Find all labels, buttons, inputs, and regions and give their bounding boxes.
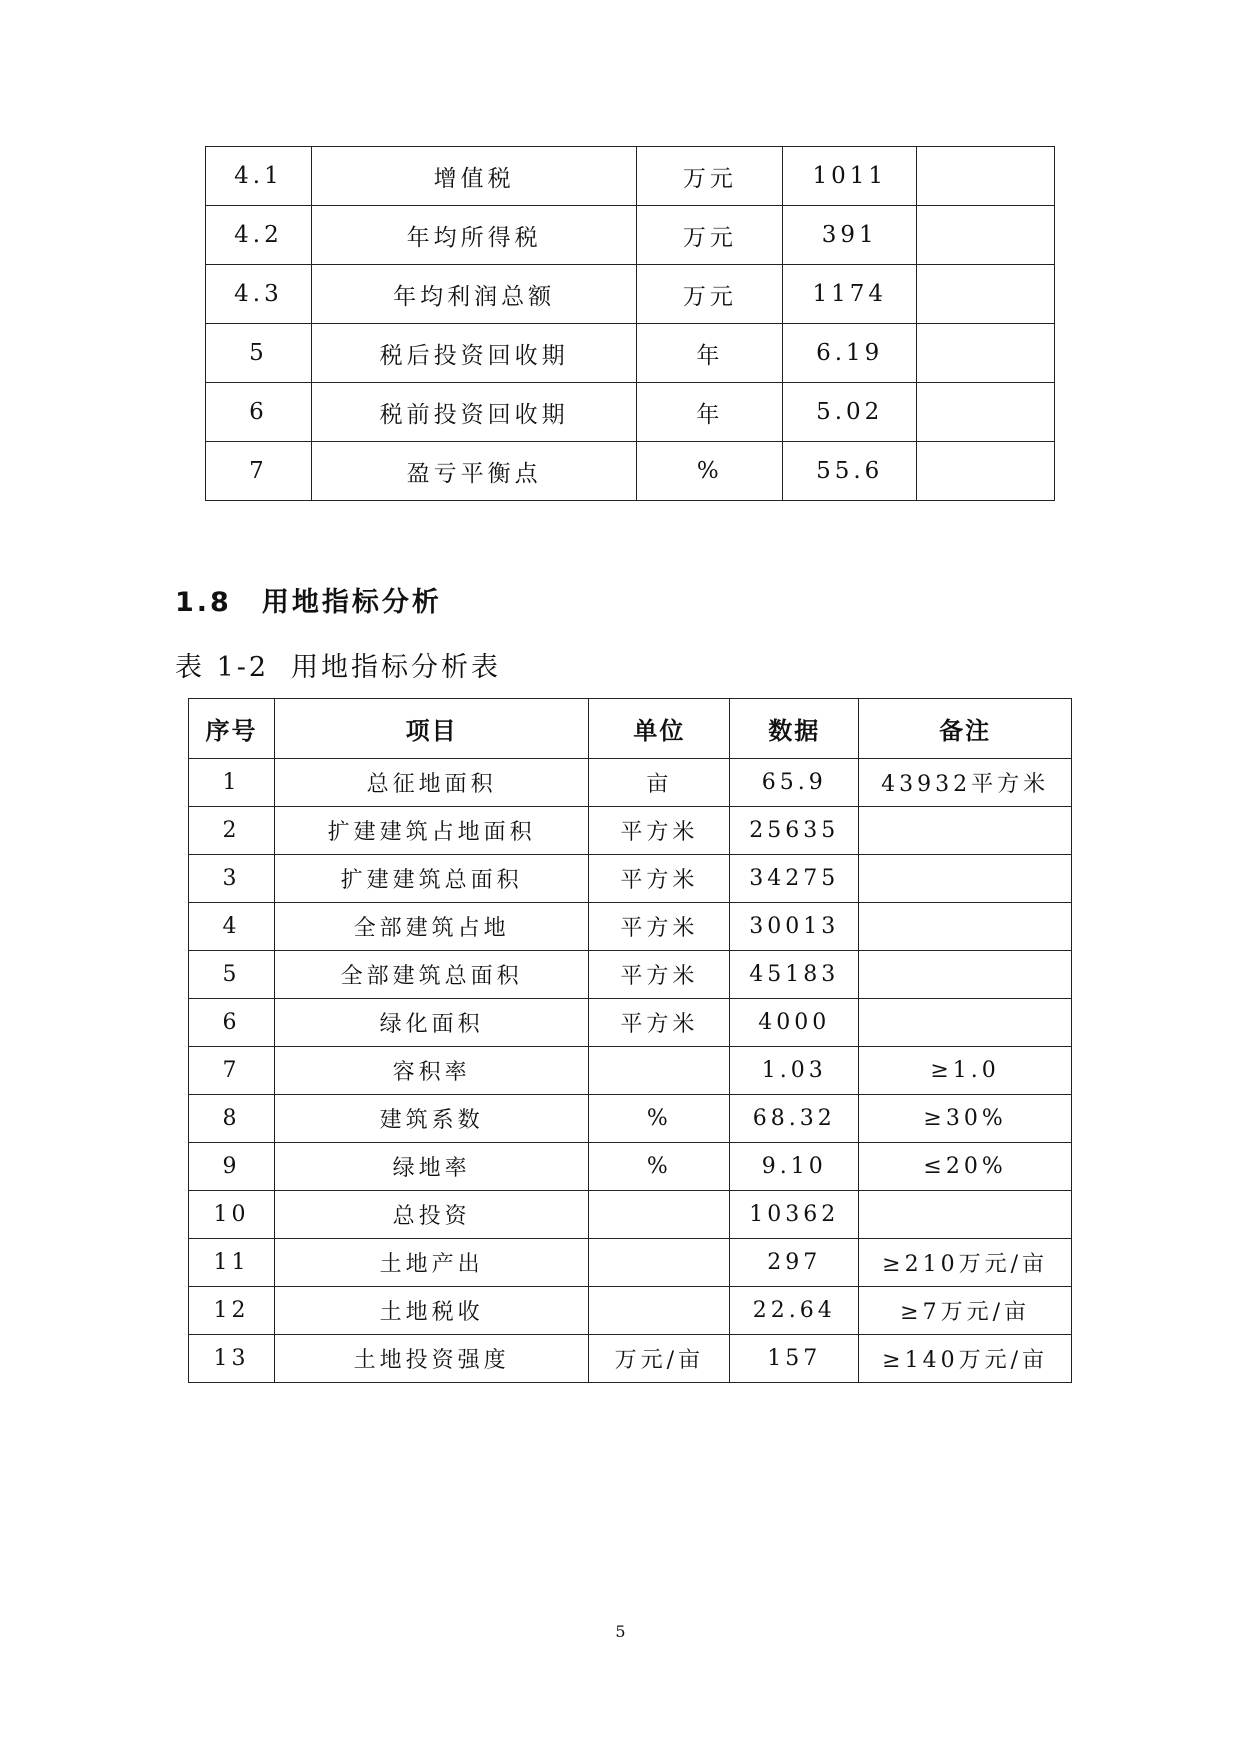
cell-no: 8 (189, 1095, 275, 1143)
cell-no: 10 (189, 1191, 275, 1239)
cell-value: 30013 (730, 903, 859, 951)
table-caption (175, 645, 501, 684)
cell-item: 扩建建筑占地面积 (274, 807, 589, 855)
cell-value: 34275 (730, 855, 859, 903)
cell-note (859, 999, 1072, 1047)
cell-unit: 平方米 (589, 999, 730, 1047)
cell-note (917, 265, 1055, 324)
table-row (206, 265, 1055, 324)
cell-item: 土地投资强度 (274, 1335, 589, 1383)
cell-no: 4.2 (206, 206, 312, 265)
cell-unit: 平方米 (589, 855, 730, 903)
cell-note (859, 951, 1072, 999)
cell-item: 容积率 (274, 1047, 589, 1095)
cell-value: 10362 (730, 1191, 859, 1239)
cell-value: 1174 (783, 265, 917, 324)
header-unit: 单位 (589, 699, 730, 759)
table-row (189, 1095, 1072, 1143)
cell-value: 6.19 (783, 324, 917, 383)
cell-no: 4 (189, 903, 275, 951)
cell-value: 55.6 (783, 442, 917, 501)
cell-item: 税后投资回收期 (311, 324, 637, 383)
section-heading (175, 580, 442, 619)
table-row (189, 759, 1072, 807)
cell-no: 7 (206, 442, 312, 501)
cell-no: 1 (189, 759, 275, 807)
cell-note: ≥1.0 (859, 1047, 1072, 1095)
cell-no: 2 (189, 807, 275, 855)
cell-note: ≥30% (859, 1095, 1072, 1143)
table-row (189, 1239, 1072, 1287)
cell-unit: 平方米 (589, 951, 730, 999)
cell-item: 绿地率 (274, 1143, 589, 1191)
cell-value: 22.64 (730, 1287, 859, 1335)
financial-indicators-table (205, 146, 1055, 501)
table-row (206, 383, 1055, 442)
table-row (206, 206, 1055, 265)
cell-value: 68.32 (730, 1095, 859, 1143)
cell-unit: 亩 (589, 759, 730, 807)
cell-item: 绿化面积 (274, 999, 589, 1047)
table-row (189, 951, 1072, 999)
cell-no: 11 (189, 1239, 275, 1287)
cell-note (917, 324, 1055, 383)
cell-unit: 万元 (637, 147, 783, 206)
cell-item: 土地税收 (274, 1287, 589, 1335)
table-row (206, 147, 1055, 206)
cell-value: 25635 (730, 807, 859, 855)
cell-note (859, 855, 1072, 903)
land-indicators-table (188, 698, 1072, 1383)
header-value: 数据 (730, 699, 859, 759)
cell-unit (589, 1287, 730, 1335)
cell-unit (589, 1239, 730, 1287)
cell-item: 年均所得税 (311, 206, 637, 265)
cell-item: 扩建建筑总面积 (274, 855, 589, 903)
cell-unit: 平方米 (589, 903, 730, 951)
cell-value: 4000 (730, 999, 859, 1047)
cell-unit: % (589, 1095, 730, 1143)
cell-value: 65.9 (730, 759, 859, 807)
cell-item: 建筑系数 (274, 1095, 589, 1143)
cell-no: 13 (189, 1335, 275, 1383)
header-item: 项目 (274, 699, 589, 759)
cell-value: 391 (783, 206, 917, 265)
cell-unit: 万元/亩 (589, 1335, 730, 1383)
cell-item: 盈亏平衡点 (311, 442, 637, 501)
cell-no: 7 (189, 1047, 275, 1095)
cell-no: 4.3 (206, 265, 312, 324)
cell-note: ≥7万元/亩 (859, 1287, 1072, 1335)
cell-unit: 年 (637, 324, 783, 383)
table-row (189, 999, 1072, 1047)
cell-no: 5 (206, 324, 312, 383)
cell-note (917, 442, 1055, 501)
cell-item: 总投资 (274, 1191, 589, 1239)
cell-note: 43932平方米 (859, 759, 1072, 807)
header-note: 备注 (859, 699, 1072, 759)
cell-item: 全部建筑占地 (274, 903, 589, 951)
cell-item: 增值税 (311, 147, 637, 206)
cell-note (917, 147, 1055, 206)
cell-no: 9 (189, 1143, 275, 1191)
table-row (189, 1191, 1072, 1239)
cell-item: 税前投资回收期 (311, 383, 637, 442)
table-header-row (189, 699, 1072, 759)
cell-item: 全部建筑总面积 (274, 951, 589, 999)
cell-no: 5 (189, 951, 275, 999)
cell-unit: % (637, 442, 783, 501)
table-row (189, 855, 1072, 903)
header-no: 序号 (189, 699, 275, 759)
cell-note: ≥210万元/亩 (859, 1239, 1072, 1287)
cell-item: 总征地面积 (274, 759, 589, 807)
cell-no: 3 (189, 855, 275, 903)
caption-title: 用地指标分析表 (291, 652, 502, 683)
cell-no: 6 (206, 383, 312, 442)
section-title: 用地指标分析 (261, 587, 442, 618)
table-row (189, 1047, 1072, 1095)
cell-value: 297 (730, 1239, 859, 1287)
cell-item: 年均利润总额 (311, 265, 637, 324)
caption-number: 表 1-2 (175, 652, 270, 683)
cell-unit: 平方米 (589, 807, 730, 855)
cell-unit: 年 (637, 383, 783, 442)
cell-unit: % (589, 1143, 730, 1191)
cell-note (917, 383, 1055, 442)
cell-note: ≤20% (859, 1143, 1072, 1191)
cell-value: 5.02 (783, 383, 917, 442)
table-row (206, 324, 1055, 383)
cell-unit (589, 1191, 730, 1239)
cell-no: 12 (189, 1287, 275, 1335)
table-row (206, 442, 1055, 501)
cell-note (917, 206, 1055, 265)
cell-value: 1.03 (730, 1047, 859, 1095)
cell-note: ≥140万元/亩 (859, 1335, 1072, 1383)
cell-note (859, 903, 1072, 951)
table-row (189, 1143, 1072, 1191)
table-row (189, 1335, 1072, 1383)
cell-value: 157 (730, 1335, 859, 1383)
table-row (189, 1287, 1072, 1335)
cell-unit: 万元 (637, 206, 783, 265)
cell-value: 45183 (730, 951, 859, 999)
cell-no: 4.1 (206, 147, 312, 206)
cell-value: 1011 (783, 147, 917, 206)
table-row (189, 807, 1072, 855)
cell-note (859, 807, 1072, 855)
page-number: 5 (615, 1622, 626, 1641)
section-number: 1.8 (175, 587, 232, 618)
cell-item: 土地产出 (274, 1239, 589, 1287)
table-row (189, 903, 1072, 951)
cell-note (859, 1191, 1072, 1239)
cell-value: 9.10 (730, 1143, 859, 1191)
cell-unit: 万元 (637, 265, 783, 324)
cell-unit (589, 1047, 730, 1095)
cell-no: 6 (189, 999, 275, 1047)
